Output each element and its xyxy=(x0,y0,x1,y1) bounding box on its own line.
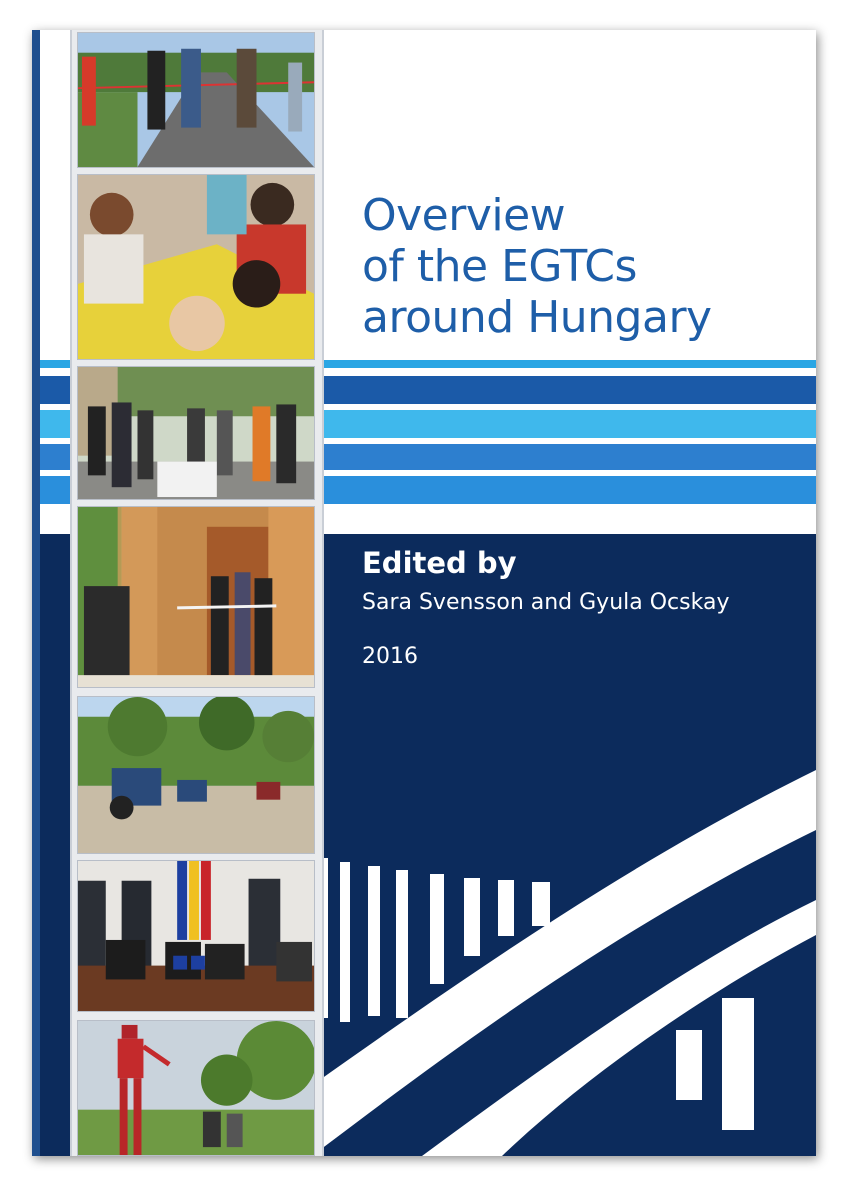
photo-doorway-ribbon xyxy=(77,506,315,688)
title-line: of the EGTCs xyxy=(362,241,637,292)
photo-children-table xyxy=(77,174,315,360)
photo-tractors-field xyxy=(77,696,315,854)
photo-stilt-performer xyxy=(77,1020,315,1156)
photo-signing-ceremony xyxy=(77,860,315,1012)
edited-by-label: Edited by xyxy=(362,546,517,580)
photo-strip xyxy=(70,30,324,1156)
book-cover xyxy=(32,30,816,1156)
title-line: Overview xyxy=(362,190,566,241)
left-accent-bar xyxy=(32,30,40,1156)
title-line: around Hungary xyxy=(362,292,712,343)
publication-year: 2016 xyxy=(362,644,418,669)
photo-ribbon-cutting-road xyxy=(77,32,315,168)
photo-group-outdoors xyxy=(77,366,315,500)
book-title xyxy=(362,190,712,343)
editors-names: Sara Svensson and Gyula Ocskay xyxy=(362,590,730,615)
